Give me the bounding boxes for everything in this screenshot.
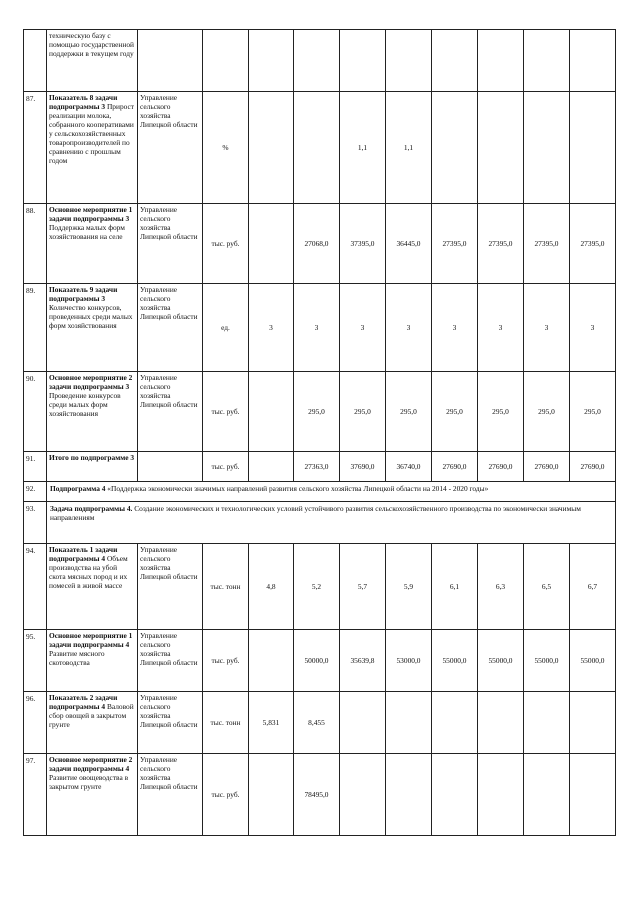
row-number: 96. — [24, 692, 47, 754]
indicator-title: Основное мероприятие 1 задачи подпрограммы 4 — [49, 631, 133, 650]
responsible-organization: Управление сельского хозяйства Липецкой области — [138, 630, 203, 692]
row-number: 95. — [24, 630, 47, 692]
table-row — [24, 692, 616, 754]
value-cell: 3 — [249, 284, 294, 372]
value-cell — [294, 92, 340, 204]
table-row — [24, 452, 616, 482]
value-cell: 6,1 — [432, 544, 478, 630]
value-cell: 295,0 — [386, 372, 432, 452]
value-cell — [249, 452, 294, 482]
value-cell — [340, 30, 386, 92]
unit-of-measure: % — [203, 92, 249, 204]
indicator-title: Показатель 8 задачи подпрограммы 3 — [49, 93, 118, 112]
unit-of-measure: тыс. руб. — [203, 754, 249, 836]
row-number: 92. — [24, 482, 47, 502]
responsible-organization: Управление сельского хозяйства Липецкой области — [138, 284, 203, 372]
value-cell — [386, 692, 432, 754]
indicator-name — [47, 372, 138, 452]
row-number: 87. — [24, 92, 47, 204]
responsible-organization: Управление сельского хозяйства Липецкой области — [138, 372, 203, 452]
table-row — [24, 204, 616, 284]
unit-of-measure: тыс. руб. — [203, 452, 249, 482]
indicator-title: Показатель 1 задачи подпрограммы 4 — [49, 545, 118, 564]
unit-of-measure: тыс. руб. — [203, 630, 249, 692]
value-cell — [478, 692, 524, 754]
value-cell — [249, 204, 294, 284]
value-cell — [249, 630, 294, 692]
value-cell — [432, 692, 478, 754]
value-cell: 5,7 — [340, 544, 386, 630]
indicator-name — [47, 284, 138, 372]
value-cell: 50000,0 — [294, 630, 340, 692]
unit-of-measure: ед. — [203, 284, 249, 372]
value-cell: 36445,0 — [386, 204, 432, 284]
responsible-organization — [138, 452, 203, 482]
value-cell — [524, 692, 570, 754]
value-cell: 3 — [478, 284, 524, 372]
row-number: 88. — [24, 204, 47, 284]
value-cell: 295,0 — [570, 372, 616, 452]
value-cell: 27395,0 — [570, 204, 616, 284]
value-cell: 55000,0 — [524, 630, 570, 692]
value-cell — [432, 92, 478, 204]
indicator-description: техническую базу с помощью государственной поддержки в текущем году — [49, 31, 134, 59]
value-cell: 37395,0 — [340, 204, 386, 284]
table-row — [24, 284, 616, 372]
indicator-name — [47, 204, 138, 284]
responsible-organization: Управление сельского хозяйства Липецкой области — [138, 204, 203, 284]
value-cell: 295,0 — [432, 372, 478, 452]
indicator-title: Основное мероприятие 2 задачи подпрограммы 3 — [49, 373, 133, 392]
indicator-description: Объем производства на убой скота мясных пород и их помесей в живой массе — [49, 554, 128, 591]
value-cell — [294, 30, 340, 92]
value-cell: 3 — [432, 284, 478, 372]
value-cell — [386, 30, 432, 92]
unit-of-measure: тыс. тонн — [203, 692, 249, 754]
value-cell — [432, 30, 478, 92]
value-cell: 37690,0 — [340, 452, 386, 482]
value-cell — [340, 754, 386, 836]
section-heading-bold: Подпрограмма 4 — [50, 484, 106, 493]
table-row — [24, 30, 616, 92]
value-cell: 3 — [294, 284, 340, 372]
value-cell: 4,8 — [249, 544, 294, 630]
value-cell — [478, 92, 524, 204]
value-cell — [340, 692, 386, 754]
section-heading — [47, 482, 616, 502]
value-cell: 295,0 — [340, 372, 386, 452]
section-heading — [47, 502, 616, 544]
table-row — [24, 630, 616, 692]
value-cell: 27395,0 — [432, 204, 478, 284]
value-cell: 3 — [524, 284, 570, 372]
value-cell: 27395,0 — [478, 204, 524, 284]
responsible-organization: Управление сельского хозяйства Липецкой области — [138, 92, 203, 204]
value-cell: 1,1 — [386, 92, 432, 204]
indicator-description: Развитие овощеводства в закрытом грунте — [49, 773, 129, 792]
value-cell: 3 — [340, 284, 386, 372]
value-cell — [570, 692, 616, 754]
indicator-name — [47, 452, 138, 482]
value-cell: 295,0 — [478, 372, 524, 452]
value-cell — [478, 754, 524, 836]
value-cell — [249, 372, 294, 452]
value-cell: 1,1 — [340, 92, 386, 204]
indicator-title: Основное мероприятие 2 задачи подпрограммы 4 — [49, 755, 133, 774]
value-cell: 6,7 — [570, 544, 616, 630]
indicator-description: Валовой сбор овощей в закрытом грунте — [49, 702, 134, 730]
unit-of-measure: тыс. руб. — [203, 372, 249, 452]
indicator-name — [47, 544, 138, 630]
value-cell: 27395,0 — [524, 204, 570, 284]
table-row — [24, 92, 616, 204]
value-cell: 295,0 — [524, 372, 570, 452]
row-number: 93. — [24, 502, 47, 544]
table-row — [24, 544, 616, 630]
table-row — [24, 482, 616, 502]
indicator-name — [47, 92, 138, 204]
responsible-organization: Управление сельского хозяйства Липецкой области — [138, 692, 203, 754]
indicator-title: Итого по подпрограмме 3 — [49, 453, 135, 462]
section-heading-bold: Задача подпрограммы 4. — [50, 504, 133, 513]
value-cell: 78495,0 — [294, 754, 340, 836]
value-cell — [386, 754, 432, 836]
row-number — [24, 30, 47, 92]
indicator-name — [47, 754, 138, 836]
row-number: 97. — [24, 754, 47, 836]
value-cell — [249, 30, 294, 92]
value-cell — [524, 754, 570, 836]
row-number: 89. — [24, 284, 47, 372]
indicator-description: Поддержка малых форм хозяйствования на селе — [49, 223, 125, 242]
indicator-name — [47, 30, 138, 92]
table-row — [24, 502, 616, 544]
responsible-organization — [138, 30, 203, 92]
value-cell: 5,9 — [386, 544, 432, 630]
value-cell: 27690,0 — [524, 452, 570, 482]
value-cell: 35639,8 — [340, 630, 386, 692]
value-cell: 6,3 — [478, 544, 524, 630]
value-cell — [432, 754, 478, 836]
indicator-title: Показатель 2 задачи подпрограммы 4 — [49, 693, 118, 712]
value-cell: 55000,0 — [432, 630, 478, 692]
table-row — [24, 754, 616, 836]
value-cell: 27363,0 — [294, 452, 340, 482]
indicator-table — [23, 29, 616, 836]
section-heading-text: «Поддержка экономически значимых направлений развития сельского хозяйства Липецкой области на 2014 - 2020 годы» — [105, 484, 489, 493]
value-cell: 27068,0 — [294, 204, 340, 284]
indicator-description: Развитие мясного скотоводства — [49, 649, 105, 668]
unit-of-measure — [203, 30, 249, 92]
value-cell — [524, 92, 570, 204]
value-cell — [524, 30, 570, 92]
indicator-title: Основное мероприятие 1 задачи подпрограммы 3 — [49, 205, 133, 224]
value-cell: 5,831 — [249, 692, 294, 754]
value-cell: 27690,0 — [570, 452, 616, 482]
indicator-description: Проведение конкурсов среди малых форм хозяйствования — [49, 391, 121, 419]
indicator-name — [47, 692, 138, 754]
indicator-description: Прирост реализации молока, собранного кооперативами у сельскохозяйственных товаропроизводителей по сравнению с прошлым годом — [49, 102, 135, 166]
value-cell: 3 — [570, 284, 616, 372]
unit-of-measure: тыс. тонн — [203, 544, 249, 630]
value-cell — [249, 754, 294, 836]
value-cell: 6,5 — [524, 544, 570, 630]
value-cell — [570, 754, 616, 836]
value-cell: 5,2 — [294, 544, 340, 630]
value-cell: 3 — [386, 284, 432, 372]
value-cell — [570, 92, 616, 204]
table-row — [24, 372, 616, 452]
value-cell: 53000,0 — [386, 630, 432, 692]
indicator-name — [47, 630, 138, 692]
responsible-organization: Управление сельского хозяйства Липецкой области — [138, 754, 203, 836]
value-cell — [570, 30, 616, 92]
value-cell: 55000,0 — [570, 630, 616, 692]
row-number: 94. — [24, 544, 47, 630]
responsible-organization: Управление сельского хозяйства Липецкой области — [138, 544, 203, 630]
unit-of-measure: тыс. руб. — [203, 204, 249, 284]
value-cell: 36740,0 — [386, 452, 432, 482]
row-number: 90. — [24, 372, 47, 452]
value-cell — [478, 30, 524, 92]
value-cell: 27690,0 — [478, 452, 524, 482]
indicator-description: Количество конкурсов, проведенных среди малых форм хозяйствования — [49, 303, 133, 331]
value-cell: 295,0 — [294, 372, 340, 452]
value-cell: 27690,0 — [432, 452, 478, 482]
row-number: 91. — [24, 452, 47, 482]
indicator-title: Показатель 9 задачи подпрограммы 3 — [49, 285, 118, 304]
value-cell: 55000,0 — [478, 630, 524, 692]
value-cell: 8,455 — [294, 692, 340, 754]
section-heading-text: Создание экономических и технологических условий устойчивого развития сельскохозяйственного производства по экономически значимым направлениям — [50, 504, 581, 523]
value-cell — [249, 92, 294, 204]
